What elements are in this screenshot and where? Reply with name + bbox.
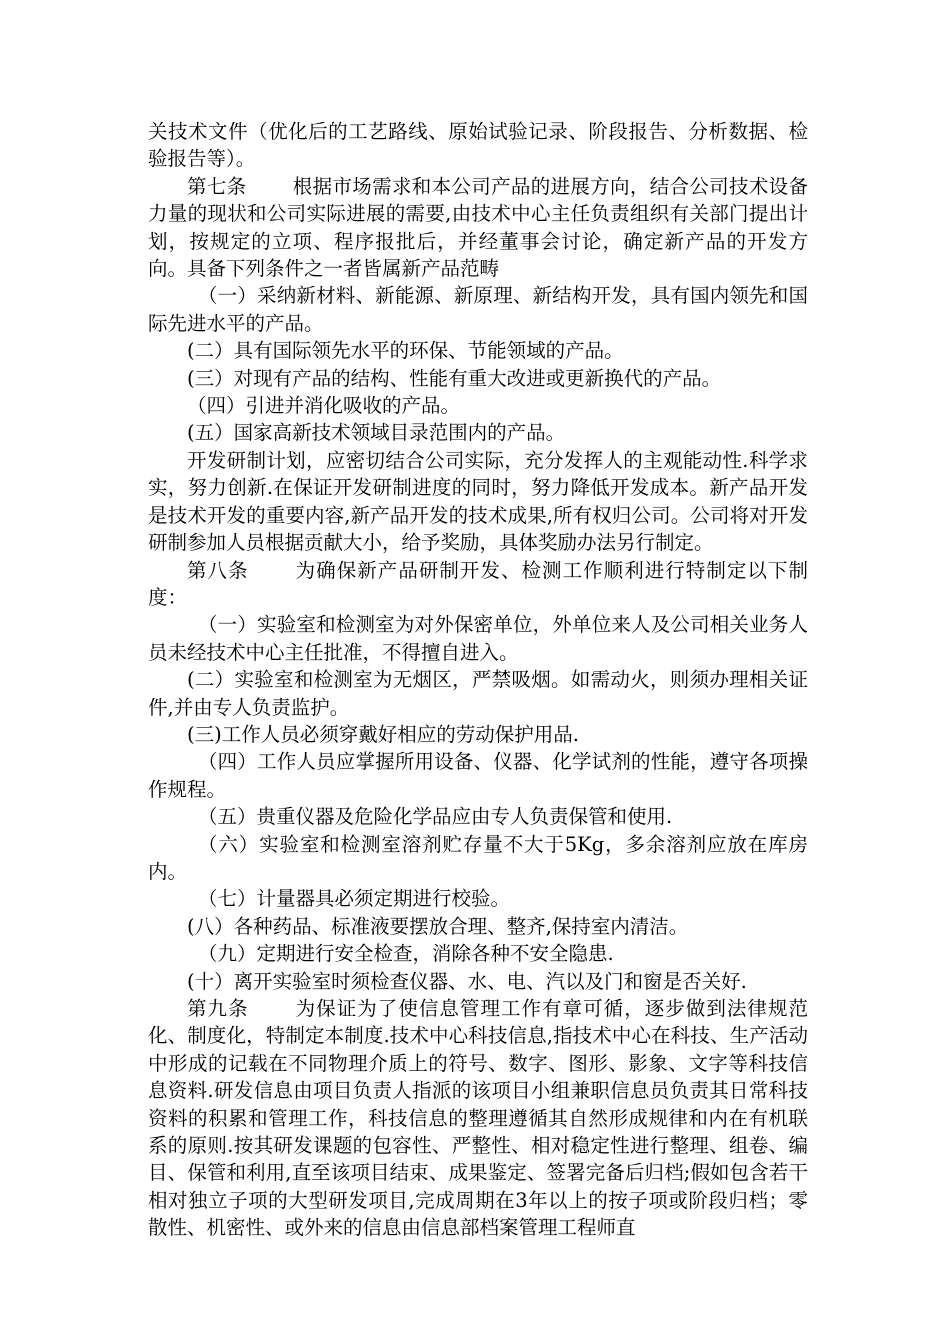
paragraph-development-plan xyxy=(148,447,808,557)
rule-item-4 xyxy=(148,748,808,803)
paragraph-text: 关技术文件（优化后的工艺路线、原始试验记录、阶段报告、分析数据、检验报告等）。 xyxy=(148,120,808,171)
rule-item-text: (十）离开实验室时须检查仪器、水、电、汽以及门和窗是否关好. xyxy=(187,969,747,993)
rule-item-1 xyxy=(148,611,808,666)
rule-item-text: （一）实验室和检测室为对外保密单位，外单位来人及公司相关业务人员未经技术中心主任批准，不得擅自进入。 xyxy=(148,613,808,664)
article-text: 为确保新产品研制开发、检测工作顺利进行特制定以下制度： xyxy=(148,558,808,609)
rule-item-9 xyxy=(148,940,808,967)
list-item-2 xyxy=(148,337,808,364)
list-item-text: (三）对现有产品的结构、性能有重大改进或更新换代的产品。 xyxy=(187,366,722,390)
list-item-5 xyxy=(148,419,808,446)
list-item-text: （四）引进并消化吸收的产品。 xyxy=(187,394,461,418)
rule-item-text: （九）定期进行安全检查，消除各种不安全隐患. xyxy=(198,942,614,966)
list-item-4 xyxy=(148,392,808,419)
list-item-1 xyxy=(148,282,808,337)
paragraph-text: 开发研制计划，应密切结合公司实际，充分发挥人的主观能动性.科学求实，努力创新.在保证开发研制进度的同时，努力降低开发成本。新产品开发是技术开发的重要内容,新产品开发的技术成果,所有权归公司。公司将对开发研制参加人员根据贡献大小，给予奖励，具体奖励办法另行制定。 xyxy=(148,448,808,555)
rule-item-10 xyxy=(148,968,808,995)
rule-item-text: （四）工作人员应掌握所用设备、仪器、化学试剂的性能，遵守各项操作规程。 xyxy=(148,750,808,801)
document-page xyxy=(148,118,808,1242)
rule-item-8 xyxy=(148,913,808,940)
article-text: 根据市场需求和本公司产品的进展方向，结合公司技术设备力量的现状和公司实际进展的需要,由技术中心主任负责组织有关部门提出计划，按规定的立项、程序报批后，并经董事会讨论，确定新产品的开发方向。具备下列条件之一者皆属新产品范畴 xyxy=(148,174,808,281)
rule-item-3 xyxy=(148,721,808,748)
rule-item-text: (二）实验室和检测室为无烟区，严禁吸烟。如需动火，则须办理相关证件,并由专人负责监护。 xyxy=(148,668,808,719)
rule-item-2 xyxy=(148,666,808,721)
article-9 xyxy=(148,995,808,1242)
rule-item-7 xyxy=(148,885,808,912)
rule-item-text: （七）计量器具必须定期进行校验。 xyxy=(198,887,511,911)
rule-item-text: (三)工作人员必须穿戴好相应的劳动保护用品. xyxy=(187,722,579,746)
article-heading: 第九条 xyxy=(187,997,249,1020)
rule-item-text: （五）贵重仪器及危险化学品应由专人负责保管和使用. xyxy=(198,805,673,829)
rule-item-6 xyxy=(148,831,808,886)
list-item-3 xyxy=(148,365,808,392)
article-heading: 第七条 xyxy=(187,174,247,198)
list-item-text: （一）采纳新材料、新能源、新原理、新结构开发，具有国内领先和国际先进水平的产品。 xyxy=(148,284,808,335)
rule-item-text: (八）各种药品、标准液要摆放合理、整齐,保持室内清洁。 xyxy=(187,914,689,938)
list-item-text: (二）具有国际领先水平的环保、节能领域的产品。 xyxy=(187,339,624,363)
article-heading: 第八条 xyxy=(187,558,249,582)
rule-item-5 xyxy=(148,803,808,830)
article-8 xyxy=(148,557,808,612)
article-7 xyxy=(148,173,808,283)
article-text: 为保证为了使信息管理工作有章可循，逐步做到法律规范化、制度化，特制定本制度.技术中心科技信息,指技术中心在科技、生产活动中形成的记载在不同物理介质上的符号、数字、图形、影象、文字等科技信息资料.研发信息由项目负责人指派的该项目小组兼职信息员负责其日常科技资料的积累和管理工作，科技信息的整理遵循其自然形成规律和内在有机联系的原则.按其研发课题的包容性、严整性、相对稳定性进行整理、组卷、编目、保管和利用,直至该项目结束、成果鉴定、签署完备后归档;假如包含若干相对独立子项的大型研发项目,完成周期在3年以上的按子项或阶段归档；零散性、机密性、或外来的信息由信息部档案管理工程师直 xyxy=(148,997,808,1240)
list-item-text: (五）国家高新技术领域目录范围内的产品。 xyxy=(187,421,566,445)
rule-item-text: （六）实验室和检测室溶剂贮存量不大于5Kg，多余溶剂应放在库房内。 xyxy=(148,832,808,883)
paragraph-1 xyxy=(148,118,808,173)
